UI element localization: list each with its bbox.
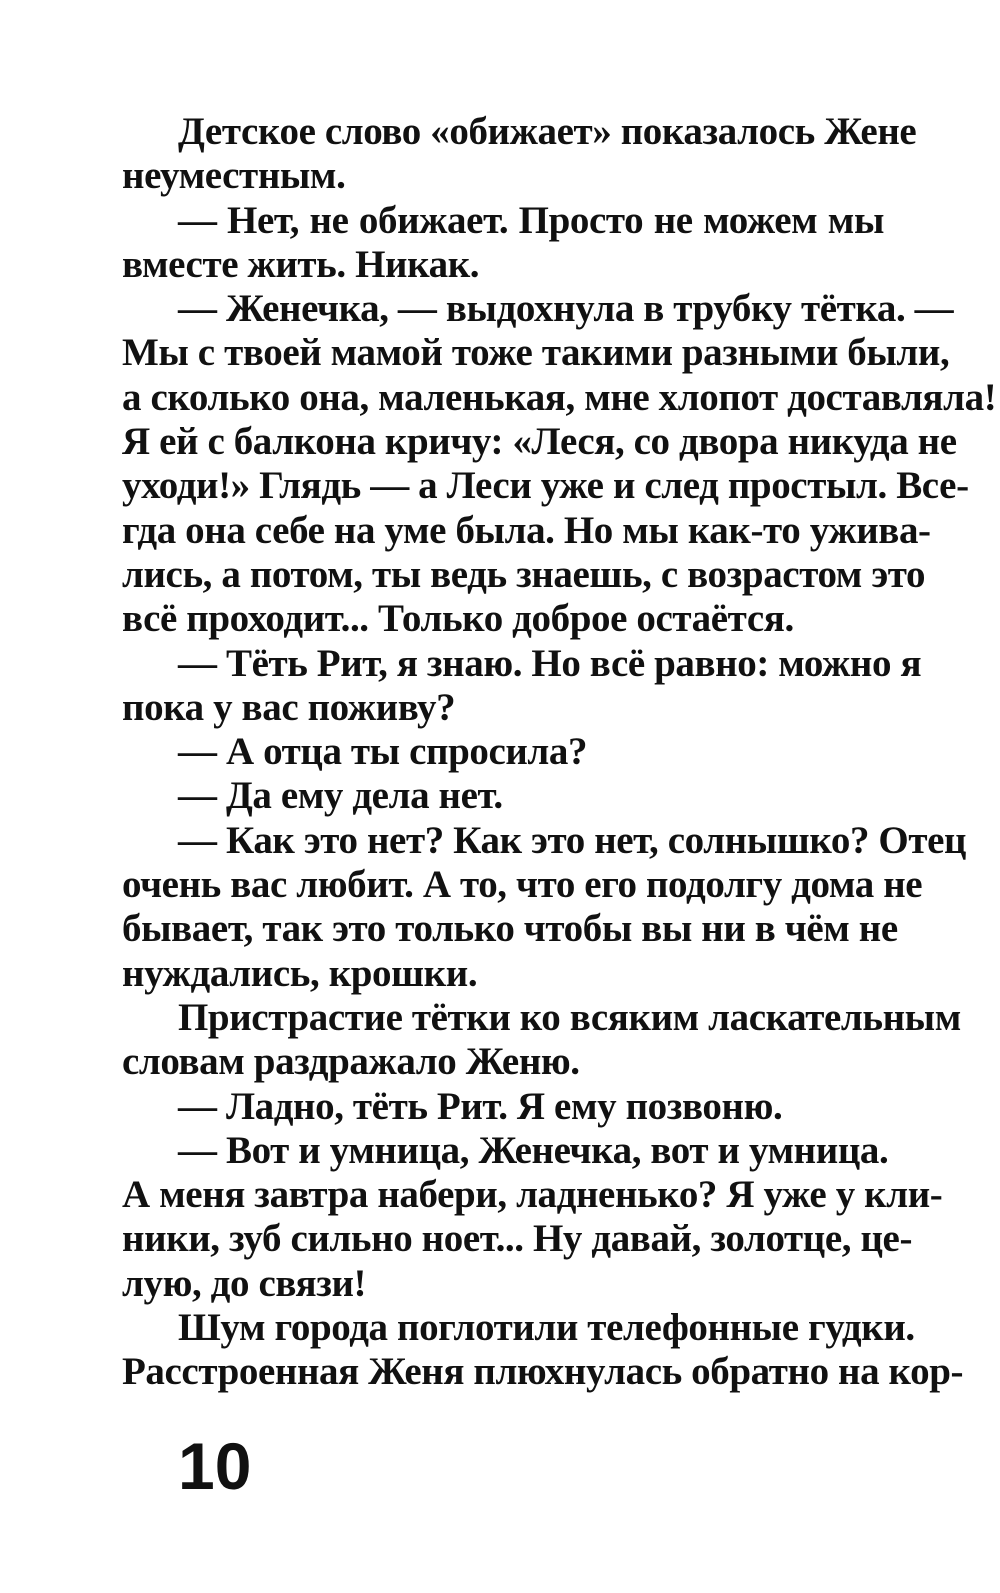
text-line: — Ладно, тёть Рит. Я ему позвоню. [178, 1084, 783, 1128]
text-line: вместе жить. Никак. [122, 242, 480, 286]
text-line: пока у вас поживу? [122, 685, 456, 729]
text-line: — Да ему дела нет. [178, 774, 503, 818]
text-line: — Как это нет? Как это нет, солнышко? Отец [178, 818, 967, 862]
text-line: уходи!» Глядь — а Леси уже и след простыл. Все- [122, 464, 969, 508]
text-line: А меня завтра набери, ладненько? Я уже у кли- [122, 1173, 943, 1217]
text-line: гда она себе на уме была. Но мы как-то ужива- [122, 508, 931, 552]
text-line: лись, а потом, ты ведь знаешь, с возрастом это [122, 552, 926, 596]
text-line: ники, зуб сильно ноет... Ну давай, золотце, це- [122, 1217, 913, 1261]
text-line: очень вас любит. А то, что его подолгу дома не [122, 863, 923, 907]
text-line: Детское слово «обижает» показалось Жене [178, 110, 917, 153]
text-line: Пристрастие тётки ко всяким ласкательным [178, 995, 961, 1039]
text-line: Шум города поглотили телефонные гудки. [178, 1306, 915, 1350]
text-line: — Тёть Рит, я знаю. Но всё равно: можно я [178, 641, 922, 685]
text-line: лую, до связи! [122, 1261, 367, 1305]
text-line: неуместным. [122, 154, 346, 198]
text-line: всё проходит... Только доброе остаётся. [122, 597, 794, 641]
text-line: — А отца ты спросила? [178, 730, 588, 774]
text-line: а сколько она, маленькая, мне хлопот доставляла! [122, 375, 997, 419]
text-line: Я ей с балкона кричу: «Леся, со двора никуда не [122, 420, 957, 464]
text-line: — Вот и умница, Женечка, вот и умница. [178, 1128, 889, 1172]
body-text [122, 110, 997, 1395]
text-line: словам раздражало Женю. [122, 1040, 580, 1084]
text-line: — Нет, не обижает. Просто не можем мы [178, 198, 884, 242]
text-line: Мы с твоей мамой тоже такими разными были, [122, 331, 950, 375]
text-line: Расстроенная Женя плюхнулась обратно на кор- [122, 1350, 964, 1394]
page-number: 10 [178, 1429, 252, 1503]
text-line: — Женечка, — выдохнула в трубку тётка. — [178, 287, 954, 331]
text-line: нуждались, крошки. [122, 951, 478, 995]
text-line: бывает, так это только чтобы вы ни в чём не [122, 907, 898, 951]
